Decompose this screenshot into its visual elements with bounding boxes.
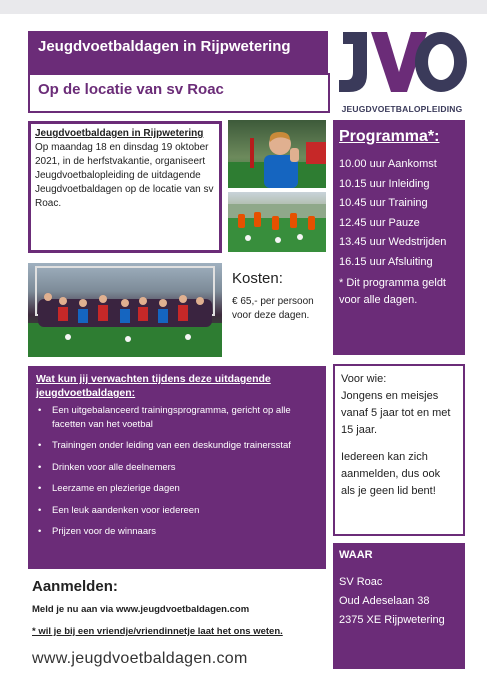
photo-player-thumbs-up [228,120,326,188]
verwachten-list [36,404,318,539]
programma-item: 10.00 uur Aankomst [339,158,437,170]
list-item: • Trainingen onder leiding van een deskundige trainersstaf [46,439,318,453]
list-item: • Een leuk aandenken voor iedereen [46,504,318,518]
waar-title: WAAR [339,549,373,561]
programma-item: 10.15 uur Inleiding [339,177,430,190]
page-subtitle: Op de locatie van sv Roac [28,73,330,113]
logo-caption: JEUGDVOETBALOPLEIDING [341,104,463,114]
programma-note: * Dit programma geldt voor alle dagen. [339,276,446,306]
kosten-title: Kosten: [232,270,283,287]
jvo-logo [337,28,467,114]
intro-text: Op maandag 18 en dinsdag 19 oktober 2021, in de herfstvakantie, organiseert Jeugdvoetbalopleiding de uitdagende Jeugdvoetbaldagen op de locatie van sv Roac. [35,142,214,209]
aanmelden-text: Meld je nu aan via www.jeugdvoetbaldagen.com [32,604,250,615]
voor-wie-box [333,364,465,536]
list-item: • Leerzame en plezierige dagen [46,482,318,496]
waar-line: SV Roac [339,576,383,588]
programma-item: 16.15 uur Afsluiting [339,255,433,268]
voor-wie-text1: Jongens en meisjes vanaf 5 jaar tot en met 15 jaar. [341,390,451,436]
verwachten-box [28,366,326,569]
aanmelden-note: * wil je bij een vriendje/vriendinnetje laat het ons weten. [32,626,283,637]
jvo-logo-mark [337,28,467,100]
waar-line: 2375 XE Rijpwetering [339,614,445,626]
voor-wie-title: Voor wie: [341,373,387,385]
intro-title: Jeugdvoetbaldagen in Rijpwetering [35,128,204,139]
kosten-text: € 65,- per persoon voor deze dagen. [232,296,314,321]
voor-wie-text2: Iedereen kan zich aanmelden, dus ook als je geen lid bent! [341,451,441,497]
programma-title: Programma*: [339,128,440,145]
list-item: • Prijzen voor de winnaars [46,525,318,539]
list-item: • Een uitgebalanceerd trainingsprogramma, gericht op alle facetten van het voetbal [46,404,318,431]
intro-box [28,121,222,253]
programma-item: 12.45 uur Pauze [339,216,420,229]
waar-line: Oud Adeselaan 38 [339,595,430,607]
waar-box [333,543,465,669]
website-link[interactable]: www.jeugdvoetbaldagen.com [32,650,248,667]
programma-item: 13.45 uur Wedstrijden [339,236,447,249]
list-item: • Drinken voor alle deelnemers [46,461,318,475]
photo-kids-training [228,192,326,252]
top-bar [0,0,487,14]
page-title: Jeugdvoetbaldagen in Rijpwetering [28,31,328,73]
programma-box [333,120,465,355]
verwachten-title: Wat kun jij verwachten tijdens deze uitdagende jeugdvoetbaldagen: [36,373,271,399]
photo-group [28,263,222,357]
programma-item: 10.45 uur Training [339,197,428,210]
aanmelden-title: Aanmelden: [32,578,118,595]
